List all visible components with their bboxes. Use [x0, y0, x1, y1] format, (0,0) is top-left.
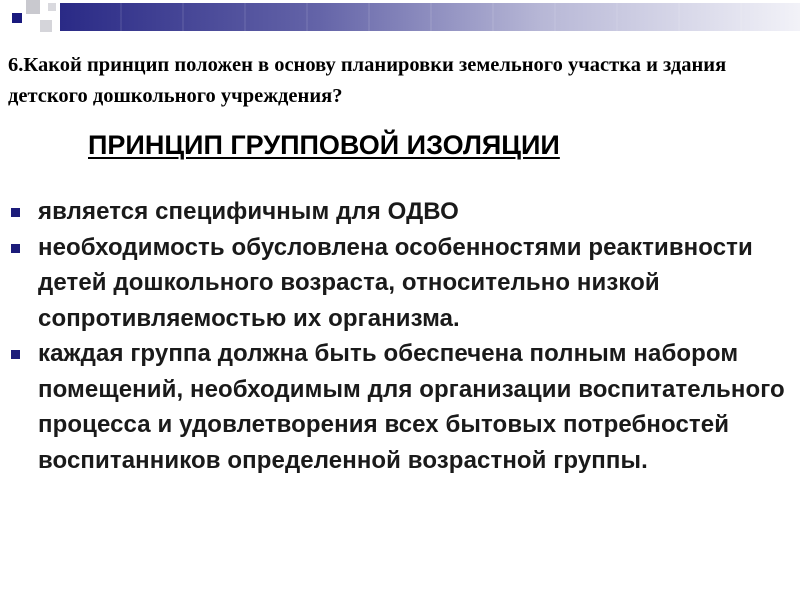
- bullet-text: каждая группа должна быть обеспечена полным набором помещений, необходимым для организации воспитательного процесса и удовлетворения всех бытовых потребностей воспитанников определенной возрастной группы.: [38, 340, 785, 474]
- bullet-square-icon: [11, 208, 20, 217]
- gradient-header-overlay: [60, 3, 800, 31]
- bullet-item: [0, 336, 800, 478]
- bullet-item: [0, 194, 800, 230]
- grey-square-icon: [48, 3, 56, 11]
- slide-title: ПРИНЦИП ГРУППОВОЙ ИЗОЛЯЦИИ: [88, 130, 560, 160]
- bullet-item: [0, 230, 800, 337]
- bullet-list: [0, 194, 800, 478]
- grey-square-icon: [40, 20, 52, 32]
- header-decoration: [0, 0, 800, 40]
- grey-square-icon: [26, 0, 40, 14]
- bullet-text: является специфичным для ОДВО: [38, 198, 459, 225]
- navy-square-icon: [12, 13, 22, 23]
- question-text: 6.Какой принцип положен в основу планировки земельного участка и здания детского дошкольного учреждения?: [8, 54, 727, 107]
- bullet-square-icon: [11, 350, 20, 359]
- bullet-square-icon: [11, 244, 20, 253]
- bullet-text: необходимость обусловлена особенностями реактивности детей дошкольного возраста, относительно низкой сопротивляемостью их организма.: [38, 233, 753, 332]
